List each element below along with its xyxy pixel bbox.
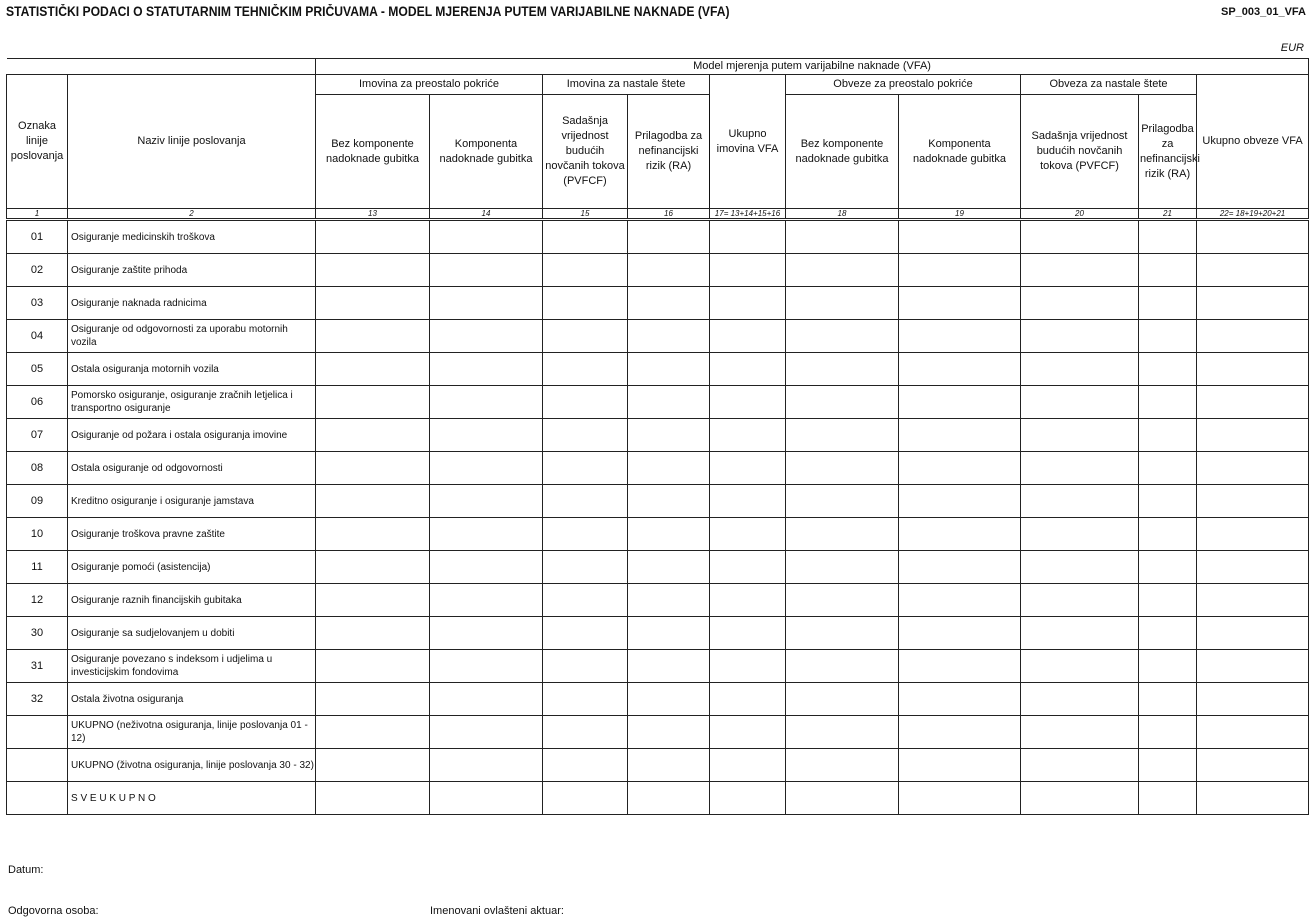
value-cell[interactable]: [628, 551, 710, 584]
value-cell[interactable]: [316, 320, 430, 353]
value-cell[interactable]: [430, 617, 543, 650]
row-name: Osiguranje pomoći (asistencija): [68, 551, 316, 584]
value-cell[interactable]: [628, 320, 710, 353]
table-row: [7, 716, 1309, 749]
value-cell[interactable]: [1139, 650, 1197, 683]
value-cell[interactable]: [628, 518, 710, 551]
value-cell[interactable]: [1139, 452, 1197, 485]
value-cell[interactable]: [710, 452, 786, 485]
value-cell[interactable]: [1021, 485, 1139, 518]
value-cell[interactable]: [543, 518, 628, 551]
value-cell[interactable]: [786, 782, 899, 815]
col-18: Bez komponente nadoknade gubitka: [786, 95, 899, 209]
value-cell[interactable]: [543, 386, 628, 419]
value-cell[interactable]: [710, 650, 786, 683]
row-code: 09: [7, 485, 68, 518]
value-cell[interactable]: [543, 683, 628, 716]
group-obveza-nastale: Obveza za nastale štete: [1021, 75, 1197, 95]
value-cell[interactable]: [628, 254, 710, 287]
row-name: UKUPNO (neživotna osiguranja, linije poslovanja 01 - 12): [68, 716, 316, 749]
row-name: UKUPNO (životna osiguranja, linije poslovanja 30 - 32): [68, 749, 316, 782]
value-cell[interactable]: [543, 617, 628, 650]
value-cell[interactable]: [430, 584, 543, 617]
value-cell[interactable]: [710, 584, 786, 617]
value-cell[interactable]: [786, 452, 899, 485]
value-cell[interactable]: [316, 485, 430, 518]
value-cell[interactable]: [430, 452, 543, 485]
row-name: Osiguranje troškova pravne zaštite: [68, 518, 316, 551]
value-cell[interactable]: [628, 683, 710, 716]
row-name: Ostala osiguranja motornih vozila: [68, 353, 316, 386]
value-cell[interactable]: [710, 683, 786, 716]
row-name: Osiguranje medicinskih troškova: [68, 220, 316, 254]
value-cell[interactable]: [628, 617, 710, 650]
value-cell[interactable]: [1139, 485, 1197, 518]
col-number: 18: [786, 209, 899, 220]
value-cell[interactable]: [899, 254, 1021, 287]
value-cell[interactable]: [1021, 584, 1139, 617]
value-cell[interactable]: [316, 518, 430, 551]
row-code: 03: [7, 287, 68, 320]
col-number: 14: [430, 209, 543, 220]
row-code: 02: [7, 254, 68, 287]
value-cell[interactable]: [1197, 584, 1309, 617]
row-name: S V E U K U P N O: [68, 782, 316, 815]
row-code: 12: [7, 584, 68, 617]
row-code: 31: [7, 650, 68, 683]
value-cell[interactable]: [430, 749, 543, 782]
table-row: [7, 254, 1309, 287]
col-oznaka: Oznaka linije poslovanja: [7, 75, 68, 209]
value-cell[interactable]: [786, 485, 899, 518]
col-number: 13: [316, 209, 430, 220]
value-cell[interactable]: [1139, 353, 1197, 386]
value-cell[interactable]: [1021, 749, 1139, 782]
value-cell[interactable]: [316, 716, 430, 749]
value-cell[interactable]: [1021, 683, 1139, 716]
value-cell[interactable]: [430, 485, 543, 518]
value-cell[interactable]: [316, 452, 430, 485]
value-cell[interactable]: [1197, 749, 1309, 782]
vfa-table: [6, 58, 1309, 815]
value-cell[interactable]: [1139, 749, 1197, 782]
col-naziv: Naziv linije poslovanja: [68, 75, 316, 209]
value-cell[interactable]: [1197, 386, 1309, 419]
value-cell[interactable]: [1197, 220, 1309, 254]
table-row: [7, 518, 1309, 551]
value-cell[interactable]: [1139, 518, 1197, 551]
value-cell[interactable]: [1021, 518, 1139, 551]
value-cell[interactable]: [1139, 419, 1197, 452]
row-code: 08: [7, 452, 68, 485]
value-cell[interactable]: [1021, 650, 1139, 683]
value-cell[interactable]: [1197, 782, 1309, 815]
page-title: STATISTIČKI PODACI O STATUTARNIM TEHNIČKIM PRIČUVAMA - MODEL MJERENJA PUTEM VARIJABILNE NAKNADE (VFA): [6, 4, 730, 19]
value-cell[interactable]: [1021, 287, 1139, 320]
value-cell[interactable]: [786, 419, 899, 452]
col-number: 15: [543, 209, 628, 220]
value-cell[interactable]: [430, 320, 543, 353]
value-cell[interactable]: [628, 782, 710, 815]
value-cell[interactable]: [710, 749, 786, 782]
datum-label: Datum:: [8, 864, 44, 876]
value-cell[interactable]: [430, 650, 543, 683]
value-cell[interactable]: [316, 650, 430, 683]
value-cell[interactable]: [543, 287, 628, 320]
value-cell[interactable]: [786, 683, 899, 716]
group-imovina-nastale: Imovina za nastale štete: [543, 75, 710, 95]
value-cell[interactable]: [1021, 452, 1139, 485]
value-cell[interactable]: [1021, 782, 1139, 815]
value-cell[interactable]: [710, 287, 786, 320]
value-cell[interactable]: [430, 716, 543, 749]
value-cell[interactable]: [899, 220, 1021, 254]
col-number: 22= 18+19+20+21: [1197, 209, 1309, 220]
value-cell[interactable]: [1021, 419, 1139, 452]
table-row: [7, 220, 1309, 254]
value-cell[interactable]: [316, 584, 430, 617]
table-row: [7, 386, 1309, 419]
value-cell[interactable]: [543, 782, 628, 815]
value-cell[interactable]: [786, 749, 899, 782]
value-cell[interactable]: [316, 749, 430, 782]
value-cell[interactable]: [1021, 617, 1139, 650]
value-cell[interactable]: [1197, 650, 1309, 683]
row-code: 11: [7, 551, 68, 584]
value-cell[interactable]: [1197, 551, 1309, 584]
aktuar-label: Imenovani ovlašteni aktuar:: [430, 905, 564, 917]
form-code: SP_003_01_VFA: [1220, 6, 1306, 18]
value-cell[interactable]: [316, 551, 430, 584]
row-name: Pomorsko osiguranje, osiguranje zračnih letjelica i transportno osiguranje: [68, 386, 316, 419]
value-cell[interactable]: [786, 220, 899, 254]
value-cell[interactable]: [1139, 220, 1197, 254]
value-cell[interactable]: [899, 749, 1021, 782]
col-21: Prilagodba za nefinancijski rizik (RA): [1139, 95, 1197, 209]
value-cell[interactable]: [899, 617, 1021, 650]
value-cell[interactable]: [1197, 485, 1309, 518]
col-13: Bez komponente nadoknade gubitka: [316, 95, 430, 209]
value-cell[interactable]: [899, 716, 1021, 749]
table-row: [7, 485, 1309, 518]
value-cell[interactable]: [899, 650, 1021, 683]
col-19: Komponenta nadoknade gubitka: [899, 95, 1021, 209]
value-cell[interactable]: [1197, 254, 1309, 287]
table-row: [7, 452, 1309, 485]
col-14: Komponenta nadoknade gubitka: [430, 95, 543, 209]
col-15: Sadašnja vrijednost budućih novčanih tokova (PVFCF): [543, 95, 628, 209]
value-cell[interactable]: [628, 452, 710, 485]
row-code: [7, 716, 68, 749]
table-row: [7, 320, 1309, 353]
value-cell[interactable]: [543, 452, 628, 485]
value-cell[interactable]: [1021, 220, 1139, 254]
value-cell[interactable]: [1197, 617, 1309, 650]
value-cell[interactable]: [628, 386, 710, 419]
value-cell[interactable]: [1139, 716, 1197, 749]
row-name: Ostala životna osiguranja: [68, 683, 316, 716]
value-cell[interactable]: [710, 353, 786, 386]
row-code: 05: [7, 353, 68, 386]
value-cell[interactable]: [543, 485, 628, 518]
row-code: [7, 749, 68, 782]
col-number: 19: [899, 209, 1021, 220]
value-cell[interactable]: [1139, 683, 1197, 716]
value-cell[interactable]: [899, 353, 1021, 386]
row-code: 32: [7, 683, 68, 716]
value-cell[interactable]: [786, 353, 899, 386]
value-cell[interactable]: [628, 353, 710, 386]
currency-label: EUR: [1280, 42, 1304, 54]
value-cell[interactable]: [543, 551, 628, 584]
value-cell[interactable]: [1197, 518, 1309, 551]
value-cell[interactable]: [543, 254, 628, 287]
value-cell[interactable]: [543, 749, 628, 782]
value-cell[interactable]: [786, 254, 899, 287]
value-cell[interactable]: [316, 782, 430, 815]
value-cell[interactable]: [316, 254, 430, 287]
value-cell[interactable]: [628, 716, 710, 749]
row-name: Osiguranje od odgovornosti za uporabu motornih vozila: [68, 320, 316, 353]
value-cell[interactable]: [710, 716, 786, 749]
value-cell[interactable]: [899, 683, 1021, 716]
value-cell[interactable]: [543, 353, 628, 386]
value-cell[interactable]: [786, 584, 899, 617]
value-cell[interactable]: [316, 220, 430, 254]
value-cell[interactable]: [543, 584, 628, 617]
value-cell[interactable]: [543, 320, 628, 353]
row-name: Osiguranje povezano s indeksom i udjelima u investicijskim fondovima: [68, 650, 316, 683]
table-row: [7, 353, 1309, 386]
value-cell[interactable]: [316, 683, 430, 716]
value-cell[interactable]: [710, 320, 786, 353]
col-number: 2: [68, 209, 316, 220]
value-cell[interactable]: [1139, 782, 1197, 815]
value-cell[interactable]: [430, 419, 543, 452]
value-cell[interactable]: [899, 782, 1021, 815]
value-cell[interactable]: [1021, 551, 1139, 584]
col-ukupno-imovina: Ukupno imovina VFA: [710, 75, 786, 209]
table-row: [7, 584, 1309, 617]
value-cell[interactable]: [1197, 683, 1309, 716]
value-cell[interactable]: [899, 287, 1021, 320]
value-cell[interactable]: [1139, 320, 1197, 353]
row-name: Osiguranje naknada radnicima: [68, 287, 316, 320]
table-row: [7, 749, 1309, 782]
value-cell[interactable]: [899, 419, 1021, 452]
table-row: [7, 419, 1309, 452]
row-code: 30: [7, 617, 68, 650]
value-cell[interactable]: [543, 220, 628, 254]
value-cell[interactable]: [710, 518, 786, 551]
col-16: Prilagodba za nefinancijski rizik (RA): [628, 95, 710, 209]
value-cell[interactable]: [430, 518, 543, 551]
value-cell[interactable]: [786, 386, 899, 419]
value-cell[interactable]: [543, 716, 628, 749]
table-row: [7, 782, 1309, 815]
value-cell[interactable]: [628, 419, 710, 452]
table-row: [7, 617, 1309, 650]
value-cell[interactable]: [899, 518, 1021, 551]
row-code: 06: [7, 386, 68, 419]
value-cell[interactable]: [710, 254, 786, 287]
value-cell[interactable]: [628, 485, 710, 518]
value-cell[interactable]: [899, 551, 1021, 584]
value-cell[interactable]: [430, 683, 543, 716]
row-name: Ostala osiguranje od odgovornosti: [68, 452, 316, 485]
col-number: 21: [1139, 209, 1197, 220]
value-cell[interactable]: [1197, 452, 1309, 485]
value-cell[interactable]: [316, 287, 430, 320]
value-cell[interactable]: [430, 287, 543, 320]
row-code: 01: [7, 220, 68, 254]
value-cell[interactable]: [430, 254, 543, 287]
value-cell[interactable]: [710, 419, 786, 452]
model-header: Model mjerenja putem varijabilne naknade (VFA): [316, 59, 1309, 75]
value-cell[interactable]: [628, 220, 710, 254]
col-number: 1: [7, 209, 68, 220]
value-cell[interactable]: [1021, 353, 1139, 386]
row-code: 10: [7, 518, 68, 551]
col-ukupno-obveze: Ukupno obveze VFA: [1197, 75, 1309, 209]
value-cell[interactable]: [710, 485, 786, 518]
row-code: 04: [7, 320, 68, 353]
value-cell[interactable]: [316, 386, 430, 419]
value-cell[interactable]: [710, 220, 786, 254]
value-cell[interactable]: [786, 617, 899, 650]
value-cell[interactable]: [786, 650, 899, 683]
value-cell[interactable]: [1139, 386, 1197, 419]
value-cell[interactable]: [430, 220, 543, 254]
value-cell[interactable]: [543, 419, 628, 452]
value-cell[interactable]: [710, 782, 786, 815]
value-cell[interactable]: [786, 320, 899, 353]
value-cell[interactable]: [1021, 254, 1139, 287]
value-cell[interactable]: [899, 386, 1021, 419]
col-number: 16: [628, 209, 710, 220]
table-row: [7, 650, 1309, 683]
value-cell[interactable]: [1197, 287, 1309, 320]
value-cell[interactable]: [316, 617, 430, 650]
value-cell[interactable]: [1139, 617, 1197, 650]
odgovorna-osoba-label: Odgovorna osoba:: [8, 905, 99, 917]
value-cell[interactable]: [430, 353, 543, 386]
value-cell[interactable]: [786, 551, 899, 584]
value-cell[interactable]: [899, 485, 1021, 518]
row-name: Osiguranje zaštite prihoda: [68, 254, 316, 287]
value-cell[interactable]: [628, 287, 710, 320]
value-cell[interactable]: [710, 617, 786, 650]
table-row: [7, 551, 1309, 584]
value-cell[interactable]: [1197, 320, 1309, 353]
value-cell[interactable]: [786, 716, 899, 749]
value-cell[interactable]: [786, 287, 899, 320]
group-obveze-preostalo: Obveze za preostalo pokriće: [786, 75, 1021, 95]
value-cell[interactable]: [1139, 287, 1197, 320]
table-row: [7, 287, 1309, 320]
value-cell[interactable]: [628, 749, 710, 782]
value-cell[interactable]: [899, 320, 1021, 353]
value-cell[interactable]: [430, 551, 543, 584]
table-row: [7, 683, 1309, 716]
value-cell[interactable]: [1197, 353, 1309, 386]
row-code: [7, 782, 68, 815]
value-cell[interactable]: [1021, 320, 1139, 353]
row-name: Osiguranje raznih financijskih gubitaka: [68, 584, 316, 617]
value-cell[interactable]: [899, 452, 1021, 485]
value-cell[interactable]: [1139, 254, 1197, 287]
value-cell[interactable]: [1021, 716, 1139, 749]
value-cell[interactable]: [1021, 386, 1139, 419]
value-cell[interactable]: [899, 584, 1021, 617]
value-cell[interactable]: [1139, 551, 1197, 584]
value-cell[interactable]: [628, 584, 710, 617]
value-cell[interactable]: [543, 650, 628, 683]
value-cell[interactable]: [710, 551, 786, 584]
row-code: 07: [7, 419, 68, 452]
row-name: Kreditno osiguranje i osiguranje jamstava: [68, 485, 316, 518]
value-cell[interactable]: [710, 386, 786, 419]
value-cell[interactable]: [316, 353, 430, 386]
value-cell[interactable]: [1139, 584, 1197, 617]
col-number: 20: [1021, 209, 1139, 220]
col-20: Sadašnja vrijednost budućih novčanih tokova (PVFCF): [1021, 95, 1139, 209]
value-cell[interactable]: [1197, 716, 1309, 749]
group-imovina-preostalo: Imovina za preostalo pokriće: [316, 75, 543, 95]
row-name: Osiguranje sa sudjelovanjem u dobiti: [68, 617, 316, 650]
value-cell[interactable]: [430, 386, 543, 419]
value-cell[interactable]: [628, 650, 710, 683]
value-cell[interactable]: [786, 518, 899, 551]
col-number: 17= 13+14+15+16: [710, 209, 786, 220]
value-cell[interactable]: [1197, 419, 1309, 452]
row-name: Osiguranje od požara i ostala osiguranja imovine: [68, 419, 316, 452]
value-cell[interactable]: [430, 782, 543, 815]
value-cell[interactable]: [316, 419, 430, 452]
